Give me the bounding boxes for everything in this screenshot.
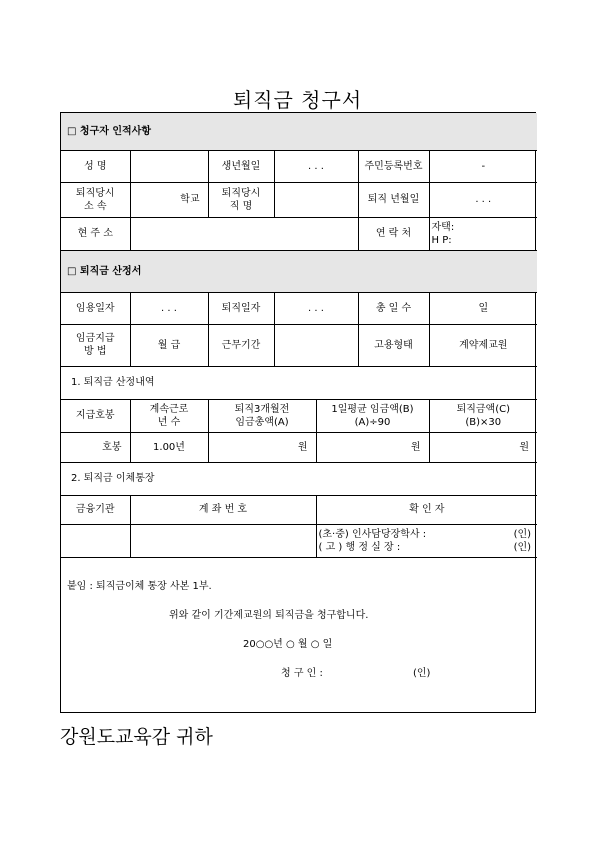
claim-statement: 위와 같이 기간제교원의 퇴직금을 청구합니다.	[169, 609, 369, 621]
notes-area	[61, 558, 535, 711]
work-period-field[interactable]	[274, 324, 358, 366]
position-label: 퇴직당시 직 명	[208, 182, 274, 217]
account-label: 계 좌 번 호	[130, 495, 316, 524]
confirm-line-2: ( 고 ) 행 정 실 장 :	[318, 541, 401, 553]
claimant-label: 청 구 인 :	[281, 667, 323, 679]
section-header-personal: □ 청구자 인적사항	[61, 113, 537, 150]
position-field[interactable]	[274, 182, 358, 217]
birth-field[interactable]: . . .	[274, 150, 358, 182]
confirm-line-1: (초·중) 인사담당장학사 :	[318, 528, 427, 540]
col-grade: 지급호봉	[61, 399, 130, 432]
school-label: 퇴직당시 소 속	[61, 182, 130, 217]
confirm-seal-1: (인)	[513, 528, 532, 540]
quit-label: 퇴직일자	[208, 292, 274, 324]
confirm-seal-2: (인)	[513, 541, 532, 553]
pay-method-field[interactable]: 월 급	[130, 324, 208, 366]
confirm-label: 확 인 자	[316, 495, 537, 524]
work-period-label: 근무기간	[208, 324, 274, 366]
daily-average-field[interactable]: 원	[316, 432, 429, 462]
contact-hp: H P:	[431, 234, 452, 246]
rrn-field[interactable]: -	[429, 150, 537, 182]
retirement-amount-field[interactable]: 원	[429, 432, 537, 462]
years-field[interactable]: 1.00년	[130, 432, 208, 462]
attachment-note: 붙임 : 퇴직금이체 통장 사본 1부.	[67, 580, 212, 592]
hire-field[interactable]: . . .	[130, 292, 208, 324]
contact-field[interactable]	[429, 217, 537, 250]
form-frame	[60, 112, 536, 713]
total-days-label: 총 일 수	[358, 292, 429, 324]
subsection-calc-detail: 1. 퇴직금 산정내역	[61, 366, 537, 399]
subsection-bank-account: 2. 퇴직금 이체통장	[61, 462, 537, 495]
bank-label: 금융기관	[61, 495, 130, 524]
page-title: 퇴직금 청구서	[232, 88, 363, 112]
birth-label: 생년월일	[208, 150, 274, 182]
claimant-seal: (인)	[413, 667, 431, 679]
section-header-calc: □ 퇴직금 산정서	[61, 250, 537, 292]
contact-label: 연 락 처	[358, 217, 429, 250]
name-field[interactable]	[130, 150, 208, 182]
col-3month-total: 퇴직3개월전 임금총액(A)	[208, 399, 316, 432]
account-field[interactable]	[130, 524, 316, 557]
address-label: 현 주 소	[61, 217, 130, 250]
3month-total-field[interactable]: 원	[208, 432, 316, 462]
col-years: 계속근로 년 수	[130, 399, 208, 432]
pay-method-label: 임금지급 방 법	[61, 324, 130, 366]
retire-date-field[interactable]: . . .	[429, 182, 537, 217]
col-retirement-amount: 퇴직금액(C) (B)×30	[429, 399, 537, 432]
claim-date: 20○○년 ○ 월 ○ 일	[243, 638, 333, 650]
total-days-field[interactable]: 일	[429, 292, 537, 324]
grade-field[interactable]: 호봉	[61, 432, 130, 462]
contact-home: 자택:	[431, 221, 455, 233]
confirm-field[interactable]	[316, 524, 537, 557]
addressee: 강원도교육감 귀하	[60, 726, 213, 748]
employment-field[interactable]: 계약제교원	[429, 324, 537, 366]
retire-date-label: 퇴직 년월일	[358, 182, 429, 217]
claim-form-table	[61, 113, 537, 558]
rrn-label: 주민등록번호	[358, 150, 429, 182]
employment-label: 고용형태	[358, 324, 429, 366]
school-field[interactable]: 학교	[130, 182, 208, 217]
bank-field[interactable]	[61, 524, 130, 557]
col-daily-average: 1일평균 임금액(B) (A)÷90	[316, 399, 429, 432]
name-label: 성 명	[61, 150, 130, 182]
quit-field[interactable]: . . .	[274, 292, 358, 324]
address-field[interactable]	[130, 217, 358, 250]
hire-label: 임용일자	[61, 292, 130, 324]
